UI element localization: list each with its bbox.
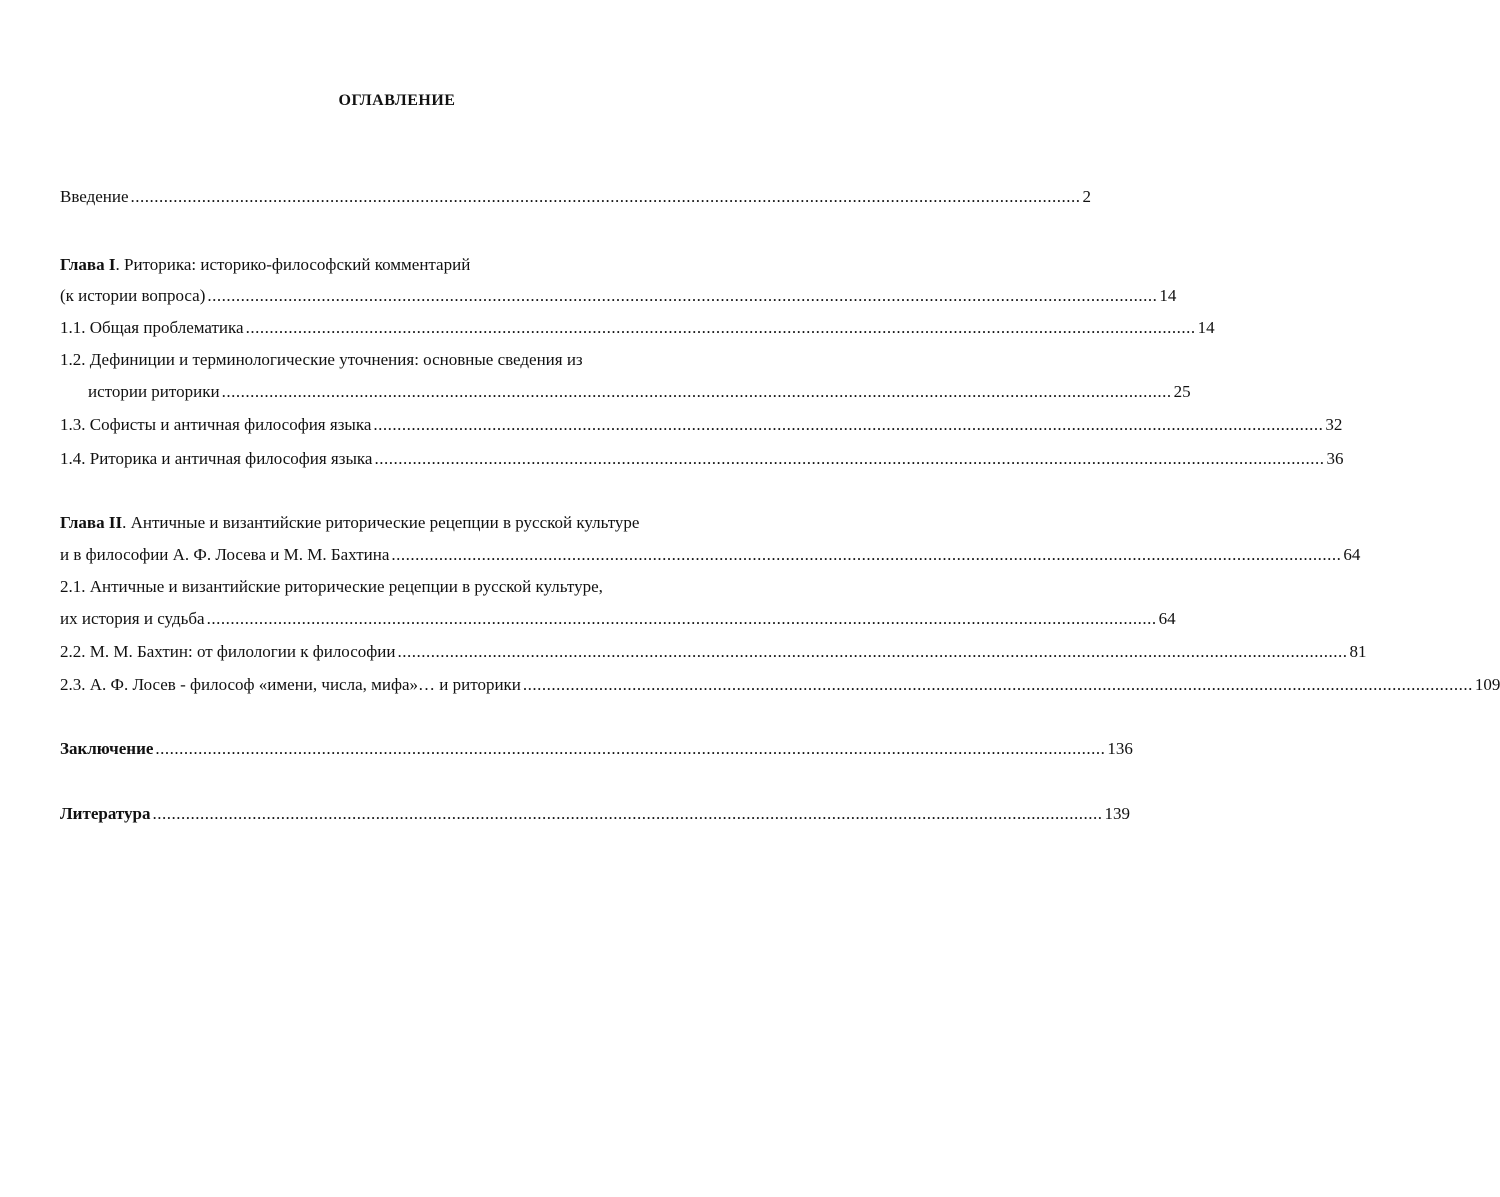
toc-entry-1-2 (88, 381, 1191, 403)
leader-dots: ........................................................................................................................................................................................................ (206, 609, 1157, 628)
toc-entry-label: 1.3. Софисты и античная философия языка (60, 415, 372, 434)
toc-entry-label: 2.3. А. Ф. Лосев - философ «имени, числа, мифа»… и риторики (60, 675, 521, 694)
leader-dots: ........................................................................................................................................................................................................ (391, 545, 1342, 564)
chapter-title: . Античные и византийские риторические рецепции в русской культуре (122, 513, 640, 532)
toc-entry-label: Заключение (60, 739, 154, 758)
toc-entry-2-3 (60, 674, 1500, 696)
leader-dots: ........................................................................................................................................................................................................ (130, 187, 1081, 206)
toc-page-number: 109 (1474, 675, 1500, 694)
toc-entry-label: истории риторики (88, 382, 220, 401)
toc-page-number: 14 (1159, 286, 1177, 305)
chapter-label: Глава II (60, 513, 123, 532)
toc-entry-label: их история и судьба (60, 609, 205, 628)
chapter-label: Глава I (60, 255, 116, 274)
toc-page-number: 2 (1082, 187, 1092, 206)
leader-dots: ........................................................................................................................................................................................................ (152, 804, 1103, 823)
toc-entry-1-3 (60, 414, 1343, 436)
toc-entry-label: 1.1. Общая проблематика (60, 318, 244, 337)
leader-dots: ........................................................................................................................................................................................................ (374, 449, 1325, 468)
leader-dots: ........................................................................................................................................................................................................ (522, 675, 1473, 694)
toc-entry-1-1 (60, 317, 1215, 339)
leader-dots: ........................................................................................................................................................................................................ (373, 415, 1324, 434)
page-title: ОГЛАВЛЕНИЕ (338, 92, 456, 109)
toc-entry-label: 1.4. Риторика и античная философия языка (60, 449, 373, 468)
toc-entry-label: Литература (60, 804, 151, 823)
toc-entry-2-1 (60, 608, 1176, 630)
toc-entry-label: 2.2. М. М. Бахтин: от филологии к философии (60, 642, 396, 661)
toc-entry-conclusion (60, 738, 1133, 760)
toc-page-number: 14 (1197, 318, 1215, 337)
toc-chapter-1-heading (60, 254, 470, 276)
toc-entry-literature (60, 803, 1130, 825)
toc-chapter-2-heading (60, 512, 639, 534)
toc-page-number: 136 (1107, 739, 1133, 758)
toc-page-number: 36 (1326, 449, 1344, 468)
toc-entry-2-1-line1: 2.1. Античные и византийские риторические рецепции в русской культуре, (60, 577, 603, 596)
leader-dots: ........................................................................................................................................................................................................ (397, 642, 1348, 661)
toc-page-number: 32 (1325, 415, 1343, 434)
leader-dots: ........................................................................................................................................................................................................ (207, 286, 1158, 305)
toc-entry-label: Введение (60, 187, 129, 206)
toc-entry-label: и в философии А. Ф. Лосева и М. М. Бахтина (60, 545, 390, 564)
toc-entry-2-2 (60, 641, 1367, 663)
toc-page-number: 81 (1349, 642, 1367, 661)
leader-dots: ........................................................................................................................................................................................................ (245, 318, 1196, 337)
toc-entry-1-4 (60, 448, 1344, 470)
chapter-title: . Риторика: историко-философский комментарий (115, 255, 471, 274)
toc-entry-ch1 (60, 285, 1177, 307)
toc-page-number: 64 (1158, 609, 1176, 628)
toc-entry-intro (60, 186, 1092, 208)
toc-entry-label: (к истории вопроса) (60, 286, 206, 305)
toc-entry-ch2 (60, 544, 1361, 566)
toc-page-number: 139 (1104, 804, 1130, 823)
leader-dots: ........................................................................................................................................................................................................ (221, 382, 1172, 401)
leader-dots: ........................................................................................................................................................................................................ (155, 739, 1106, 758)
toc-entry-1-2-line1: 1.2. Дефиниции и терминологические уточнения: основные сведения из (60, 350, 583, 369)
toc-page-number: 25 (1173, 382, 1191, 401)
toc-page-number: 64 (1343, 545, 1361, 564)
